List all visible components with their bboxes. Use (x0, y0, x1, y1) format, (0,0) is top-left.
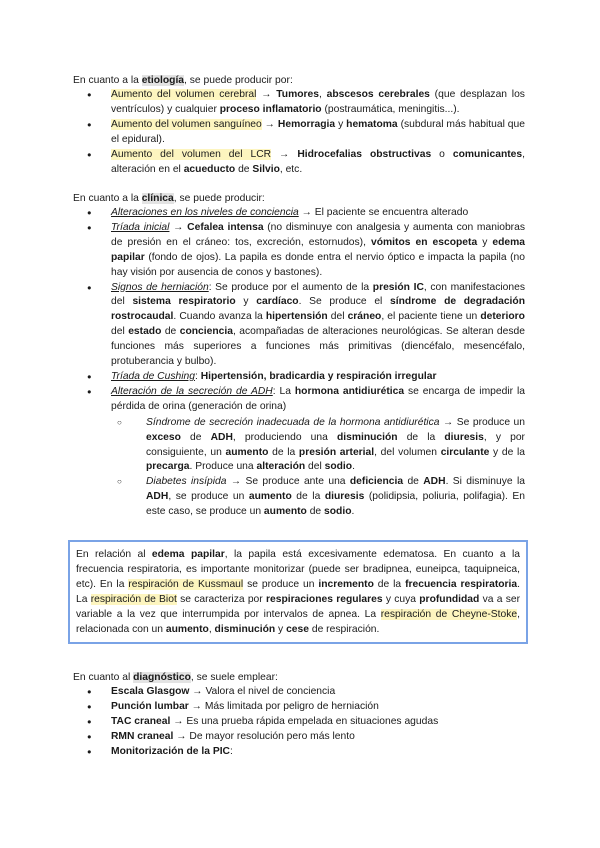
text-run: Hipertensión, bradicardia y respiración irregular (200, 370, 437, 382)
text-run: → El paciente se encuentra alterado (298, 207, 469, 218)
text-run: (polidipsia, poliuria, polifagia). En este caso, se produce un (146, 491, 525, 518)
text-run: o (431, 148, 453, 160)
text-run: (subdural más habitual que el epidural). (111, 118, 525, 145)
text-run: y cuya (382, 594, 420, 605)
text-run: diagnóstico (133, 672, 191, 683)
list-item (73, 730, 525, 745)
text-run: se encarga de impedir la pérdida de orina (generación de orina) (111, 385, 525, 412)
text-run: estado (128, 326, 162, 338)
text-run: presión IC (372, 281, 424, 293)
text-run: aumento (225, 446, 269, 458)
text-run: circulante (440, 446, 490, 458)
text-run: En relación al (76, 549, 152, 560)
diagnostico-list (73, 685, 525, 760)
text-run: y de la (489, 446, 526, 458)
text-run: de (306, 506, 325, 518)
text-run: se produce un (243, 579, 319, 590)
text-run: , del volumen (374, 446, 441, 458)
text-run: , etc. (279, 163, 303, 175)
text-run: de (235, 163, 253, 175)
text-run: cráneo (347, 311, 382, 323)
text-run: . Produce una (189, 461, 257, 473)
list-item (73, 745, 525, 760)
text-run: , relacionada con un (76, 609, 520, 635)
list-item (73, 118, 525, 148)
text-run: , se produce un (168, 491, 249, 503)
text-run: (no disminuye con analgesia y aumenta con maniobras de presión en el cráneo: tos, excreción, estornudos), (111, 221, 525, 248)
text-run: clínica (141, 193, 174, 204)
diagnostico-intro (73, 671, 525, 685)
list-item (73, 206, 525, 221)
text-run: respiración de Cheyne-Stoke (380, 609, 518, 620)
text-run: y (275, 624, 287, 635)
text-run: de la (373, 579, 406, 590)
text-run: Hidrocefalias obstructivas (297, 148, 432, 160)
text-run: cese (286, 624, 309, 635)
text-run: TAC craneal (111, 715, 171, 727)
list-item (73, 148, 525, 178)
text-run: : Se produce por el aumento de la (208, 281, 373, 293)
text-run: . La (76, 579, 521, 605)
text-run: → Es una prueba rápida empelada en situaciones agudas (170, 715, 439, 727)
text-run: y (335, 118, 347, 130)
text-run: ADH (423, 476, 446, 488)
text-run: hipertensión (265, 311, 328, 323)
text-run: de la (268, 446, 299, 458)
text-run: En cuanto al (73, 672, 134, 683)
text-run: hematoma (346, 118, 398, 130)
text-run: , alteración en el (111, 148, 525, 175)
text-run: Diabetes insípida (146, 476, 227, 488)
text-run: incremento (318, 579, 374, 590)
text-run: , (208, 624, 215, 635)
text-run: aumento (263, 506, 307, 518)
text-run: Cefalea intensa (187, 221, 264, 233)
text-run: va a ser variable a la vez que interrumpida por intervalos de apnea. La (76, 594, 521, 620)
text-run: vómitos en escopeta (370, 236, 478, 248)
text-run: : (194, 370, 201, 382)
text-run: Alteración de la secreción de ADH (111, 385, 273, 397)
text-run: de respiración. (308, 624, 380, 635)
text-run: En cuanto a la (73, 193, 142, 204)
text-run: de (180, 431, 211, 443)
list-item (73, 685, 525, 700)
text-run: etiología (141, 75, 185, 86)
clinica-list (73, 206, 525, 520)
text-run: cardíaco (256, 296, 299, 308)
text-run: . Si disminuye la (445, 476, 525, 488)
text-run: , (319, 89, 327, 100)
text-run: En cuanto a la (73, 75, 142, 86)
clinica-section (73, 192, 525, 520)
text-run: . Cuando avanza la (173, 311, 266, 323)
etiologia-list (73, 88, 525, 177)
text-run: de (403, 476, 424, 488)
text-run: , el paciente tiene un (381, 311, 481, 323)
text-run: disminución (214, 624, 276, 635)
text-run: . Se produce el (298, 296, 391, 308)
text-run: diuresis (324, 491, 365, 503)
text-run: profundidad (419, 594, 480, 605)
list-item (73, 700, 525, 715)
list-item (73, 88, 525, 118)
text-run: precarga (146, 461, 190, 473)
text-run: ADH (210, 431, 233, 443)
edema-papilar-box (68, 540, 528, 644)
text-run: exceso (146, 431, 181, 443)
text-run: alteración (256, 461, 306, 473)
text-run: : (230, 745, 233, 757)
list-item (111, 416, 525, 476)
text-run: → (169, 221, 188, 233)
text-run: comunicantes (452, 148, 523, 160)
text-run: aumento (248, 491, 292, 503)
text-run: edema papilar (151, 549, 225, 560)
text-run: , se puede producir: (173, 193, 265, 204)
text-run: Monitorización de la PIC (111, 745, 230, 757)
text-run: de la (397, 431, 445, 443)
text-run: Signos de herniación (111, 281, 209, 293)
text-run: → (256, 89, 277, 100)
text-run: respiración de Kussmaul (128, 579, 244, 590)
text-run: Síndrome de secreción inadecuada de la hormona antidiurética (146, 416, 440, 428)
text-run: del (327, 311, 348, 323)
text-run: Punción lumbar (111, 700, 189, 712)
text-run: de la (291, 491, 325, 503)
text-run: deterioro (480, 311, 525, 323)
text-run: síndrome de degradación rostrocaudal (111, 296, 525, 323)
text-run: y (235, 296, 257, 308)
text-run: sistema respiratorio (132, 296, 236, 308)
etiologia-section (73, 74, 525, 177)
text-run: aumento (165, 624, 209, 635)
text-run: presión arterial (298, 446, 375, 458)
text-run: . (352, 461, 355, 473)
text-run: edema papilar (111, 236, 526, 263)
text-run: Alteraciones en los niveles de conciencia (111, 207, 299, 218)
text-run: diuresis (444, 431, 484, 443)
text-run: , se puede producir por: (184, 75, 293, 86)
text-run: , produciendo una (232, 431, 337, 443)
text-run: respiraciones regulares (265, 594, 383, 605)
list-item (73, 221, 525, 281)
text-run: → Valora el nivel de conciencia (189, 686, 336, 697)
text-run: deficiencia (349, 476, 404, 488)
text-run: , con manifestaciones del (111, 281, 526, 308)
adh-sublist (111, 416, 525, 520)
text-run: → (261, 118, 278, 130)
text-run: , y por consiguiente, un (146, 431, 525, 458)
list-item (111, 475, 525, 520)
list-item (73, 385, 525, 520)
text-run: proceso inflamatorio (219, 103, 322, 115)
text-run: ADH (146, 491, 169, 503)
text-run: sodio (324, 506, 352, 518)
text-run: se caracteriza por (176, 594, 266, 605)
text-run: Silvio (252, 163, 280, 175)
text-run: conciencia (179, 326, 233, 338)
text-run: Aumento del volumen del LCR (111, 148, 272, 160)
text-run: Aumento del volumen cerebral (111, 89, 257, 100)
text-run: (fondo de ojos). La papila es donde entra el nervio óptico e impacta la papila (no hay visión por ausencia de conos y bastones). (111, 251, 525, 278)
text-run: del (111, 326, 129, 338)
text-run: sodio (324, 461, 353, 473)
text-run: y (477, 236, 493, 248)
text-run: acueducto (183, 163, 236, 175)
text-run: (postraumática, meningitis...). (321, 103, 460, 115)
text-run: RMN craneal (111, 730, 174, 742)
text-run: frecuencia respiratoria (405, 579, 518, 590)
text-run: → De mayor resolución pero más lento (173, 730, 355, 742)
text-run: , se suele emplear: (190, 672, 278, 683)
text-run: abscesos cerebrales (326, 89, 430, 100)
text-run: → Se produce ante una (226, 476, 350, 488)
text-run: → (271, 148, 298, 160)
text-run: → Se produce un (439, 416, 525, 428)
diagnostico-section (73, 671, 525, 760)
text-run: Escala Glasgow (111, 686, 190, 697)
list-item (73, 370, 525, 385)
text-run: . (351, 506, 355, 518)
text-run: Tumores (276, 89, 320, 100)
text-run: Tríada inicial (111, 221, 170, 233)
text-run: Aumento del volumen sanguíneo (111, 118, 262, 130)
text-run: → Más limitada por peligro de herniación (188, 700, 379, 712)
text-run: Tríada de Cushing (111, 370, 195, 382)
text-run: , acompañadas de alteraciones neurológicas. Se alteran desde funciones más superiores a funciones más primitivas (diencéfalo, mesencéfalo, protuberancia y bulbo). (111, 326, 525, 368)
text-run: de (161, 326, 180, 338)
text-run: disminución (336, 431, 398, 443)
text-run: del (305, 461, 325, 473)
clinica-intro (73, 192, 525, 206)
list-item (73, 281, 525, 370)
text-run: , la papila está excesivamente edematosa. En cuanto a la frecuencia respiratoria, es importante monitorizar (puede ser bradipnea, euneipca, taquipneica, etc). En la (76, 549, 520, 590)
text-run: hormona antidiurética (294, 385, 405, 397)
list-item (73, 715, 525, 730)
text-run: respiración de Biot (90, 594, 177, 605)
text-run: (que desplazan los ventrículos) y cualquier (111, 89, 525, 115)
etiologia-intro (73, 74, 525, 88)
text-run: Hemorragia (277, 118, 336, 130)
text-run: : La (272, 385, 295, 397)
